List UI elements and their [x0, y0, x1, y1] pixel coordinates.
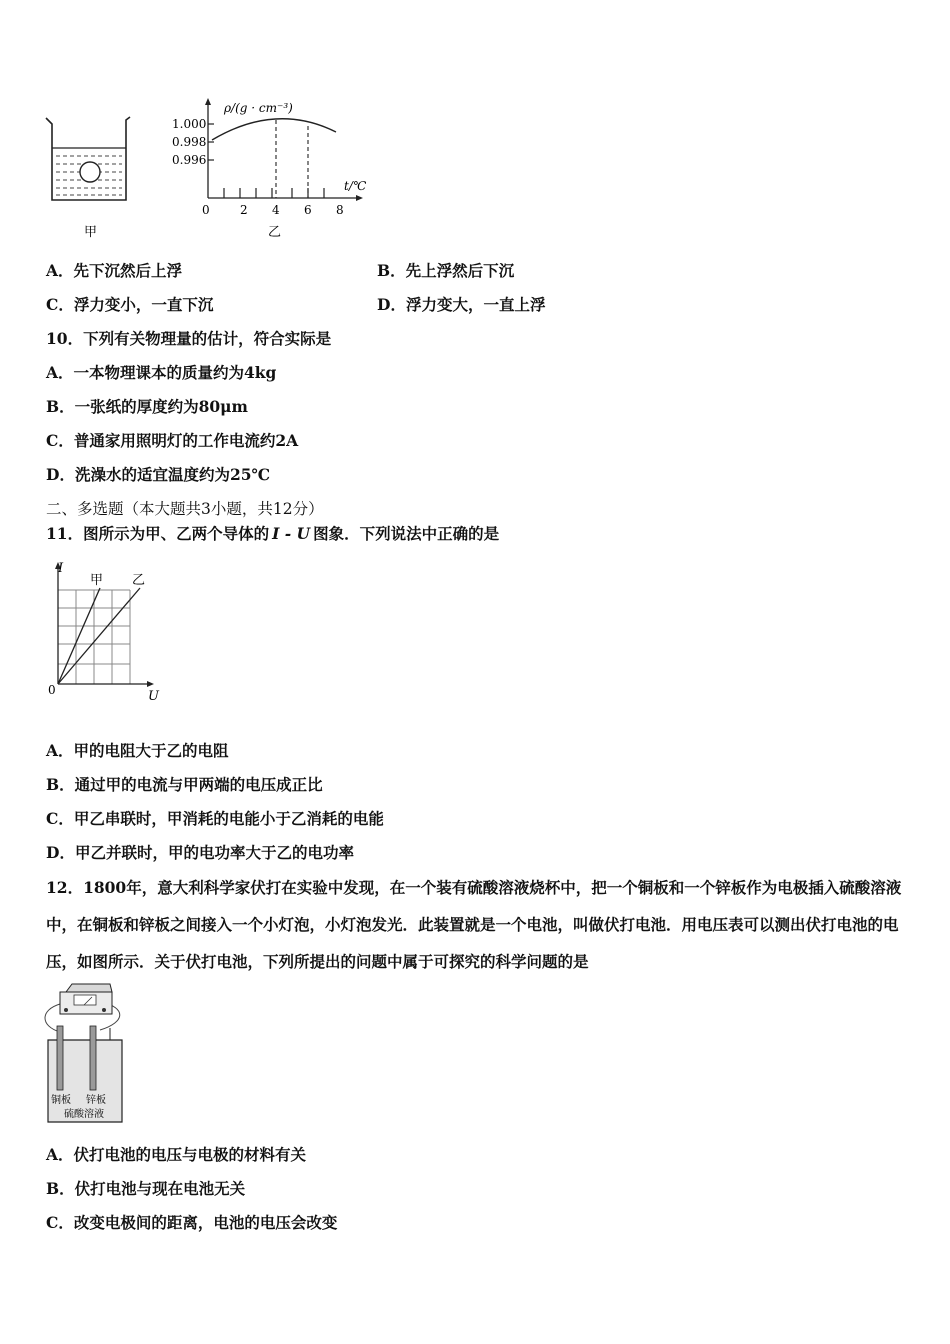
q11-option-c: C．甲乙串联时，甲消耗的电能小于乙消耗的电能: [46, 809, 384, 828]
iu-x-label: U: [148, 689, 159, 704]
q12-stem: 12．1800年，意大利科学家伏打在实验中发现，在一个装有硫酸溶液烧杯中，把一个铜板和一个锌板作为电极插入硫酸溶液中，在铜板和锌板之间接入一个小灯泡，小灯泡发光．此装置就是一个电池，叫做伏打电池．用电压表可以测出伏打电池的电压，如图所示．关于伏打电池，下列所提出的问题中属于可探究的科学问题的是: [46, 878, 902, 971]
x-tick-6: 6: [304, 203, 312, 217]
beaker-label: 甲: [84, 225, 98, 240]
x-tick-4: 4: [272, 203, 280, 217]
ball: [80, 162, 100, 182]
graph-label: 乙: [268, 225, 282, 240]
x-tick-0: 0: [202, 203, 210, 217]
q11-option-d: D．甲乙并联时，甲的电功率大于乙的电功率: [46, 843, 354, 862]
iu-origin: 0: [48, 683, 56, 697]
q11-option-b: B．通过甲的电流与甲两端的电压成正比: [46, 775, 323, 794]
iu-line1-label: 甲: [90, 573, 104, 588]
y-tick-0998: 0.998: [172, 135, 207, 149]
q10-option-c: C．普通家用照明灯的工作电流约2A: [46, 431, 299, 450]
q10-stem: 10．下列有关物理量的估计，符合实际是: [46, 329, 332, 348]
line-yi: [58, 588, 140, 684]
iu-y-label: I: [58, 561, 64, 576]
q11-option-a: A．甲的电阻大于乙的电阻: [46, 741, 229, 760]
q10-option-a: A．一本物理课本的质量约为4kg: [46, 363, 277, 382]
zinc-label: 锌板: [86, 1095, 106, 1106]
x-axis-label: t/℃: [344, 179, 367, 193]
copper-label: 铜板: [51, 1095, 71, 1106]
density-curve: [212, 119, 336, 140]
q12-option-b: B．伏打电池与现在电池无关: [46, 1179, 246, 1198]
q12-option-a: A．伏打电池的电压与电极的材料有关: [46, 1145, 307, 1164]
x-tick-2: 2: [240, 203, 248, 217]
q10-option-d: D．洗澡水的适宜温度约为25℃: [46, 465, 271, 484]
y-tick-0996: 0.996: [172, 153, 207, 167]
copper-plate: [57, 1026, 63, 1090]
iu-line2-label: 乙: [132, 573, 146, 588]
voltaic-cell-figure: [40, 982, 130, 1124]
beaker-figure: [40, 112, 140, 242]
y-axis-label: ρ/(g · cm⁻³): [224, 101, 293, 115]
q9-option-c: C．浮力变小，一直下沉: [46, 295, 214, 314]
q9-option-d: D．浮力变大，一直上浮: [377, 295, 546, 314]
q10-option-b: B．一张纸的厚度约为80μm: [46, 397, 248, 416]
q12-option-c: C．改变电极间的距离，电池的电压会改变: [46, 1213, 338, 1232]
q9-option-a: A．先下沉然后上浮: [46, 261, 183, 280]
x-tick-8: 8: [336, 203, 344, 217]
y-tick-1000: 1.000: [172, 117, 207, 131]
density-graph: [168, 96, 378, 242]
section-title: 二、多选题（本大题共3小题，共12分）: [46, 500, 324, 518]
q11-stem: 11．图所示为甲、乙两个导体的 I - U 图象．下列说法中正确的是: [46, 524, 500, 543]
iu-graph: [44, 560, 174, 710]
q9-option-b: B．先上浮然后下沉: [377, 261, 515, 280]
zinc-plate: [90, 1026, 96, 1090]
solution-label: 硫酸溶液: [64, 1109, 104, 1120]
